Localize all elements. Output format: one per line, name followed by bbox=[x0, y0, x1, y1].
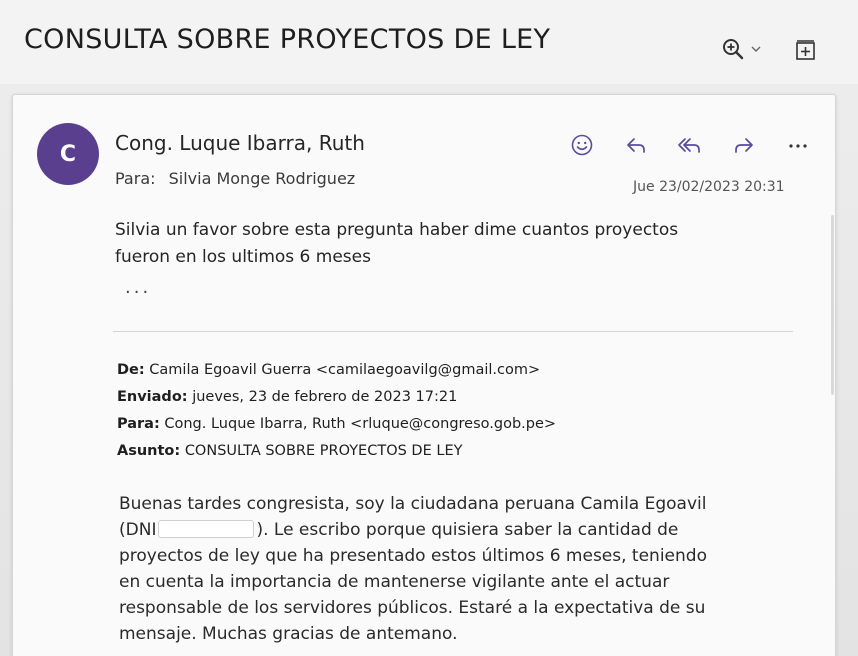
scrollbar[interactable] bbox=[831, 215, 834, 395]
sender-name[interactable]: Cong. Luque Ibarra, Ruth bbox=[115, 131, 365, 155]
forwarded-sent bbox=[117, 384, 556, 411]
message-date: Jue 23/02/2023 20:31 bbox=[633, 179, 785, 195]
sent-label: Enviado: bbox=[117, 389, 188, 405]
recipient-name[interactable]: Silvia Monge Rodriguez bbox=[168, 169, 356, 188]
subject-label: Asunto: bbox=[117, 443, 181, 459]
to-label: Para: bbox=[117, 416, 160, 432]
reply-icon bbox=[624, 133, 648, 157]
sent-value: jueves, 23 de febrero de 2023 17:21 bbox=[192, 389, 458, 405]
divider bbox=[113, 331, 793, 332]
to-label: Para: bbox=[115, 169, 156, 188]
message-actions bbox=[565, 131, 815, 159]
zoom-in-icon bbox=[722, 38, 744, 60]
body-line: responsable de los servidores públicos. Estaré a la expectativa de su bbox=[119, 598, 706, 618]
subject-value: CONSULTA SOBRE PROYECTOS DE LEY bbox=[184, 443, 463, 459]
more-icon bbox=[786, 133, 810, 157]
forwarded-body bbox=[119, 491, 779, 647]
reply-all-icon bbox=[677, 133, 703, 157]
reaction-button[interactable] bbox=[565, 131, 599, 159]
recipient-line bbox=[115, 169, 355, 188]
more-actions-button[interactable] bbox=[781, 131, 815, 159]
zoom-button[interactable] bbox=[722, 34, 770, 64]
body-line: proyectos de ley que ha presentado estos últimos 6 meses, teniendo bbox=[119, 546, 707, 566]
show-quoted-text-button[interactable]: ... bbox=[125, 277, 152, 298]
to-value: Cong. Luque Ibarra, Ruth <rluque@congreso.gob.pe> bbox=[164, 416, 557, 432]
emoji-icon bbox=[570, 133, 594, 157]
forwarded-header bbox=[117, 357, 556, 465]
dni-prefix: (DNI bbox=[119, 520, 157, 540]
redacted-box bbox=[158, 520, 254, 538]
forwarded-from bbox=[117, 357, 556, 384]
email-subject: CONSULTA SOBRE PROYECTOS DE LEY bbox=[24, 24, 551, 55]
message-body bbox=[115, 217, 755, 271]
reading-pane bbox=[12, 94, 836, 656]
reply-all-button[interactable] bbox=[673, 131, 707, 159]
forwarded-subject bbox=[117, 438, 556, 465]
forwarded-to bbox=[117, 411, 556, 438]
open-in-new-window-icon bbox=[794, 38, 818, 62]
from-value: Camila Egoavil Guerra <camilaegoavilg@gmail.com> bbox=[149, 362, 541, 378]
chevron-down-icon bbox=[750, 44, 762, 54]
body-line: Buenas tardes congresista, soy la ciudadana peruana Camila Egoavil bbox=[119, 494, 707, 514]
body-line: fueron en los ultimos 6 meses bbox=[115, 247, 371, 267]
body-line: mensaje. Muchas gracias de antemano. bbox=[119, 624, 458, 644]
avatar[interactable]: C bbox=[37, 123, 99, 185]
body-line bbox=[119, 517, 779, 543]
body-line: Silvia un favor sobre esta pregunta haber dime cuantos proyectos bbox=[115, 220, 679, 240]
reply-button[interactable] bbox=[619, 131, 653, 159]
forward-icon bbox=[732, 133, 756, 157]
body-continuation: ). Le escribo porque quisiera saber la cantidad de bbox=[256, 520, 679, 540]
body-line: en cuenta la importancia de mantenerse vigilante ante el actuar bbox=[119, 572, 670, 592]
from-label: De: bbox=[117, 362, 145, 378]
forward-button[interactable] bbox=[727, 131, 761, 159]
subject-bar bbox=[0, 0, 858, 84]
open-in-new-window-button[interactable] bbox=[794, 38, 818, 62]
